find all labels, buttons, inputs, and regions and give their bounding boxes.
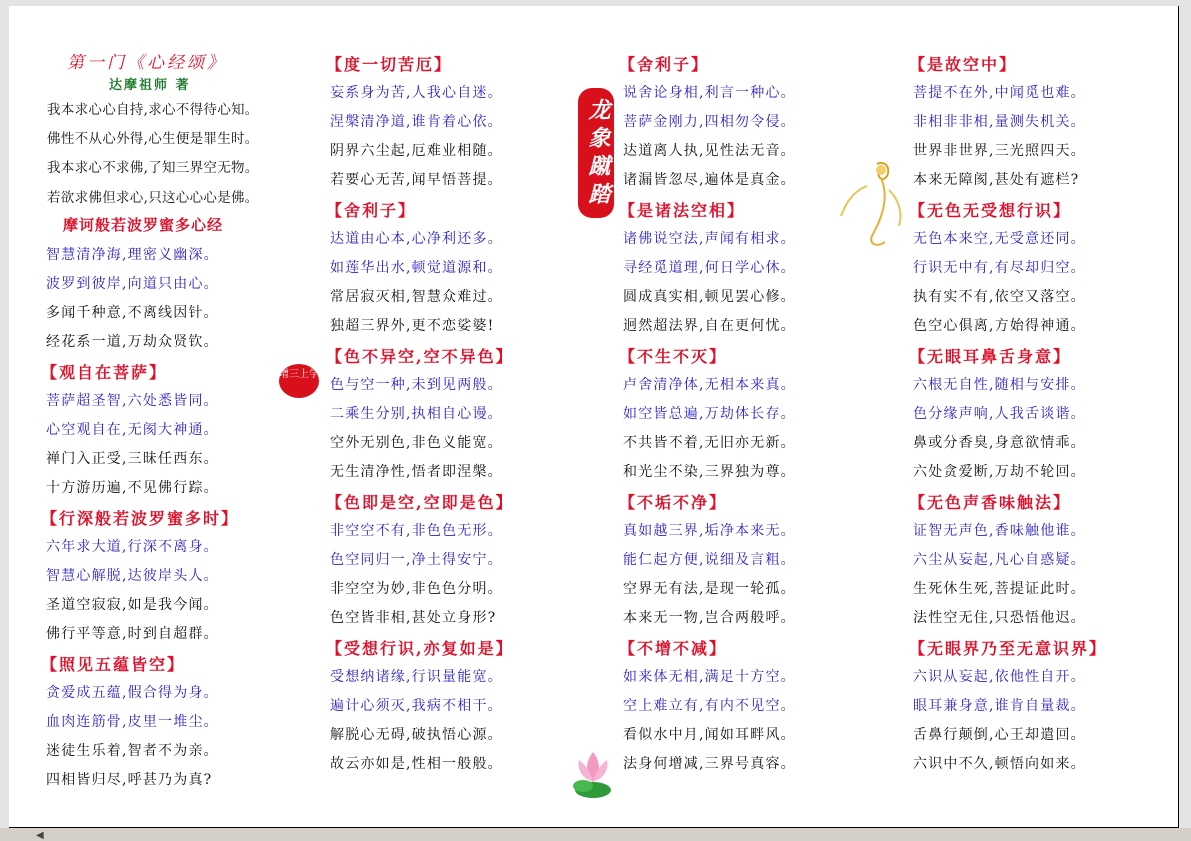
verse-line: 和光尘不染,三界独为尊。: [623, 463, 796, 480]
page-title: 第一门《心经颂》: [67, 53, 227, 73]
verse-line: 独超三界外,更不恋娑婆!: [330, 317, 495, 334]
verse-line: 二乘生分别,执相自心谩。: [330, 405, 503, 422]
verse-line: 非相非非相,量测失机关。: [913, 113, 1086, 130]
verse-line: 诸漏皆忽尽,遍体是真金。: [623, 171, 796, 188]
poem-line: 佛性不从心外得,心生便是罪生时。: [47, 131, 259, 147]
verse-line: 卢舍清净体,无相本来真。: [623, 376, 796, 393]
verse-line: 血肉连筋骨,皮里一堆尘。: [46, 714, 219, 731]
verse-line: 四相皆归尽,呼甚乃为真?: [46, 772, 213, 789]
verse-line: 智慧心解脱,达彼岸头人。: [46, 568, 219, 585]
dragon-elephant-seal: 龙象蹴踏: [578, 88, 614, 218]
poem-line: 我本求心不求佛,了知三界空无物。: [47, 160, 259, 176]
verse-line: 六处贪爱断,万劫不轮回。: [913, 463, 1086, 480]
section-header: 【舍利子】: [326, 201, 417, 220]
verse-line: 世界非世界,三光照四天。: [913, 142, 1086, 159]
verse-line: 十方游历遍,不见佛行踪。: [46, 480, 219, 497]
verse-line: 色分缘声响,人我舌谈谐。: [913, 405, 1086, 422]
verse-line: 迥然超法界,自在更何忧。: [623, 317, 796, 334]
section-header: 【色即是空,空即是色】: [326, 493, 514, 512]
section-header: 【色不异空,空不异色】: [326, 347, 514, 366]
verse-line: 妄系身为苦,人我心自迷。: [330, 84, 503, 101]
verse-line: 佛行平等意,时到自超群。: [46, 626, 219, 643]
verse-line: 故云亦如是,性相一般般。: [330, 755, 503, 772]
verse-line: 色空心俱离,方始得神通。: [913, 317, 1086, 334]
verse-line: 如莲华出水,顿觉道源和。: [330, 259, 503, 276]
verse-line: 非空空不有,非色色无形。: [330, 522, 503, 539]
verse-line: 本来无障阂,甚处有遮栏?: [913, 171, 1080, 188]
verse-line: 色空同归一,净土得安宁。: [330, 551, 503, 568]
verse-line: 六年求大道,行深不离身。: [46, 539, 219, 555]
document-page: [9, 6, 1179, 828]
section-header: 【观自在菩萨】: [41, 363, 168, 383]
verse-line: 智慧清净海,理密义幽深。: [46, 247, 219, 263]
verse-line: 菩提不在外,中闻觅也难。: [913, 84, 1086, 101]
verse-line: 受想纳诸缘,行识量能宽。: [330, 668, 503, 685]
verse-line: 六识从妄起,依他性自开。: [913, 668, 1086, 685]
verse-line: 六尘从妄起,凡心自惑疑。: [913, 551, 1086, 568]
verse-line: 舌鼻行颠倒,心王却遣回。: [913, 726, 1086, 743]
section-header: 【照见五蕴皆空】: [41, 655, 186, 675]
verse-line: 无色本来空,无受意还同。: [913, 230, 1086, 247]
verse-line: 贪爱成五蕴,假合得为身。: [46, 685, 219, 701]
section-header: 【无色声香味触法】: [909, 493, 1072, 512]
verse-line: 若要心无苦,闻早悟菩提。: [330, 171, 503, 188]
verse-line: 常居寂灭相,智慧众难过。: [330, 288, 503, 305]
section-header: 【是故空中】: [909, 55, 1018, 74]
verse-line: 六根无自性,随相与安排。: [913, 376, 1086, 393]
verse-line: 色空皆非相,甚处立身形?: [330, 609, 497, 626]
verse-line: 如空皆总遍,万劫体长存。: [623, 405, 796, 422]
apsara-decoration-icon: [837, 156, 909, 251]
author-line: 达摩祖师 著: [109, 78, 191, 93]
verse-line: 不共皆不着,无旧亦无新。: [623, 434, 796, 451]
section-header: 【无眼界乃至无意识界】: [909, 639, 1108, 658]
poem-line: 我本求心心自持,求心不得待心知。: [47, 102, 259, 118]
verse-line: 经花系一道,万劫众贤钦。: [46, 334, 219, 351]
verse-line: 禅门入正受,三昧任西东。: [46, 451, 219, 468]
verse-line: 六识中不久,顿悟向如来。: [913, 755, 1086, 772]
verse-line: 生死休生死,菩提证此时。: [913, 580, 1086, 597]
section-header: 【是诸法空相】: [619, 201, 746, 220]
section-header: 【受想行识,亦复如是】: [326, 639, 514, 658]
verse-line: 解脱心无碍,破执悟心源。: [330, 726, 503, 743]
verse-line: 心空观自在,无阂大神通。: [46, 422, 219, 439]
verse-line: 迷徒生乐着,智者不为亲。: [46, 743, 219, 760]
verse-line: 菩萨金刚力,四相勿令侵。: [623, 113, 796, 130]
section-header: 【不生不灭】: [619, 347, 728, 366]
verse-line: 阴界六尘起,厄难业相随。: [330, 142, 503, 159]
section-header: 【行深般若波罗蜜多时】: [41, 509, 240, 529]
section-header: 【无色无受想行识】: [909, 201, 1072, 220]
verse-line: 证智无声色,香味触他谁。: [913, 522, 1086, 539]
section-header: 【舍利子】: [619, 55, 710, 74]
scroll-left-icon[interactable]: ◀: [36, 830, 44, 841]
verse-line: 鼻或分香臭,身意欲情乖。: [913, 434, 1086, 451]
verse-line: 圆成真实相,顿见罢心修。: [623, 288, 796, 305]
verse-line: 寻经觅道理,何日学心休。: [623, 259, 796, 276]
verse-line: 遍计心须灭,我病不相干。: [330, 697, 503, 714]
verse-line: 眼耳兼身意,谁肯自量裁。: [913, 697, 1086, 714]
lotus-decoration-icon: [569, 746, 619, 801]
scrollbar[interactable]: [0, 828, 1191, 841]
verse-line: 空界无有法,是现一轮孤。: [623, 580, 796, 597]
verse-line: 达道由心本,心净利还多。: [330, 230, 503, 247]
verse-line: 色与空一种,未到见两般。: [330, 376, 503, 393]
verse-line: 涅槃清净道,谁肯着心依。: [330, 113, 503, 130]
section-header: 【度一切苦厄】: [326, 55, 453, 74]
verse-line: 无生清净性,悟者即涅槃。: [330, 463, 503, 480]
section-header: 【不垢不净】: [619, 493, 728, 512]
verse-line: 菩萨超圣智,六处悉皆同。: [46, 393, 219, 409]
sutra-title: 摩诃般若波罗蜜多心经: [63, 216, 224, 234]
verse-line: 说舍论身相,利言一种心。: [623, 84, 796, 101]
verse-line: 空外无别色,非色义能宽。: [330, 434, 503, 451]
verse-line: 法性空无住,只恐悟他迟。: [913, 609, 1086, 626]
verse-line: 真如越三界,垢净本来无。: [623, 522, 796, 539]
verse-line: 多闻千种意,不离线因针。: [46, 305, 219, 322]
verse-line: 诸佛说空法,声闻有相求。: [623, 230, 796, 247]
verse-line: 行识无中有,有尽却归空。: [913, 259, 1086, 276]
verse-line: 如来体无相,满足十方空。: [623, 668, 796, 685]
verse-line: 波罗到彼岸,向道只由心。: [46, 276, 219, 293]
section-header: 【不增不减】: [619, 639, 728, 658]
verse-line: 执有实不有,依空又落空。: [913, 288, 1086, 305]
three-learnings-badge: 增三上学: [279, 364, 319, 398]
verse-line: 本来无一物,岂合两般呼。: [623, 609, 796, 626]
verse-line: 非空空为妙,非色色分明。: [330, 580, 503, 597]
poem-line: 若欲求佛但求心,只这心心心是佛。: [47, 190, 259, 206]
verse-line: 法身何增减,三界号真容。: [623, 755, 796, 772]
verse-line: 达道离人执,见性法无音。: [623, 142, 796, 159]
verse-line: 看似水中月,闻如耳畔风。: [623, 726, 796, 743]
verse-line: 空上难立有,有内不见空。: [623, 697, 796, 714]
verse-line: 圣道空寂寂,如是我今闻。: [46, 597, 219, 614]
verse-line: 能仁起方便,说细及言粗。: [623, 551, 796, 568]
section-header: 【无眼耳鼻舌身意】: [909, 347, 1072, 366]
